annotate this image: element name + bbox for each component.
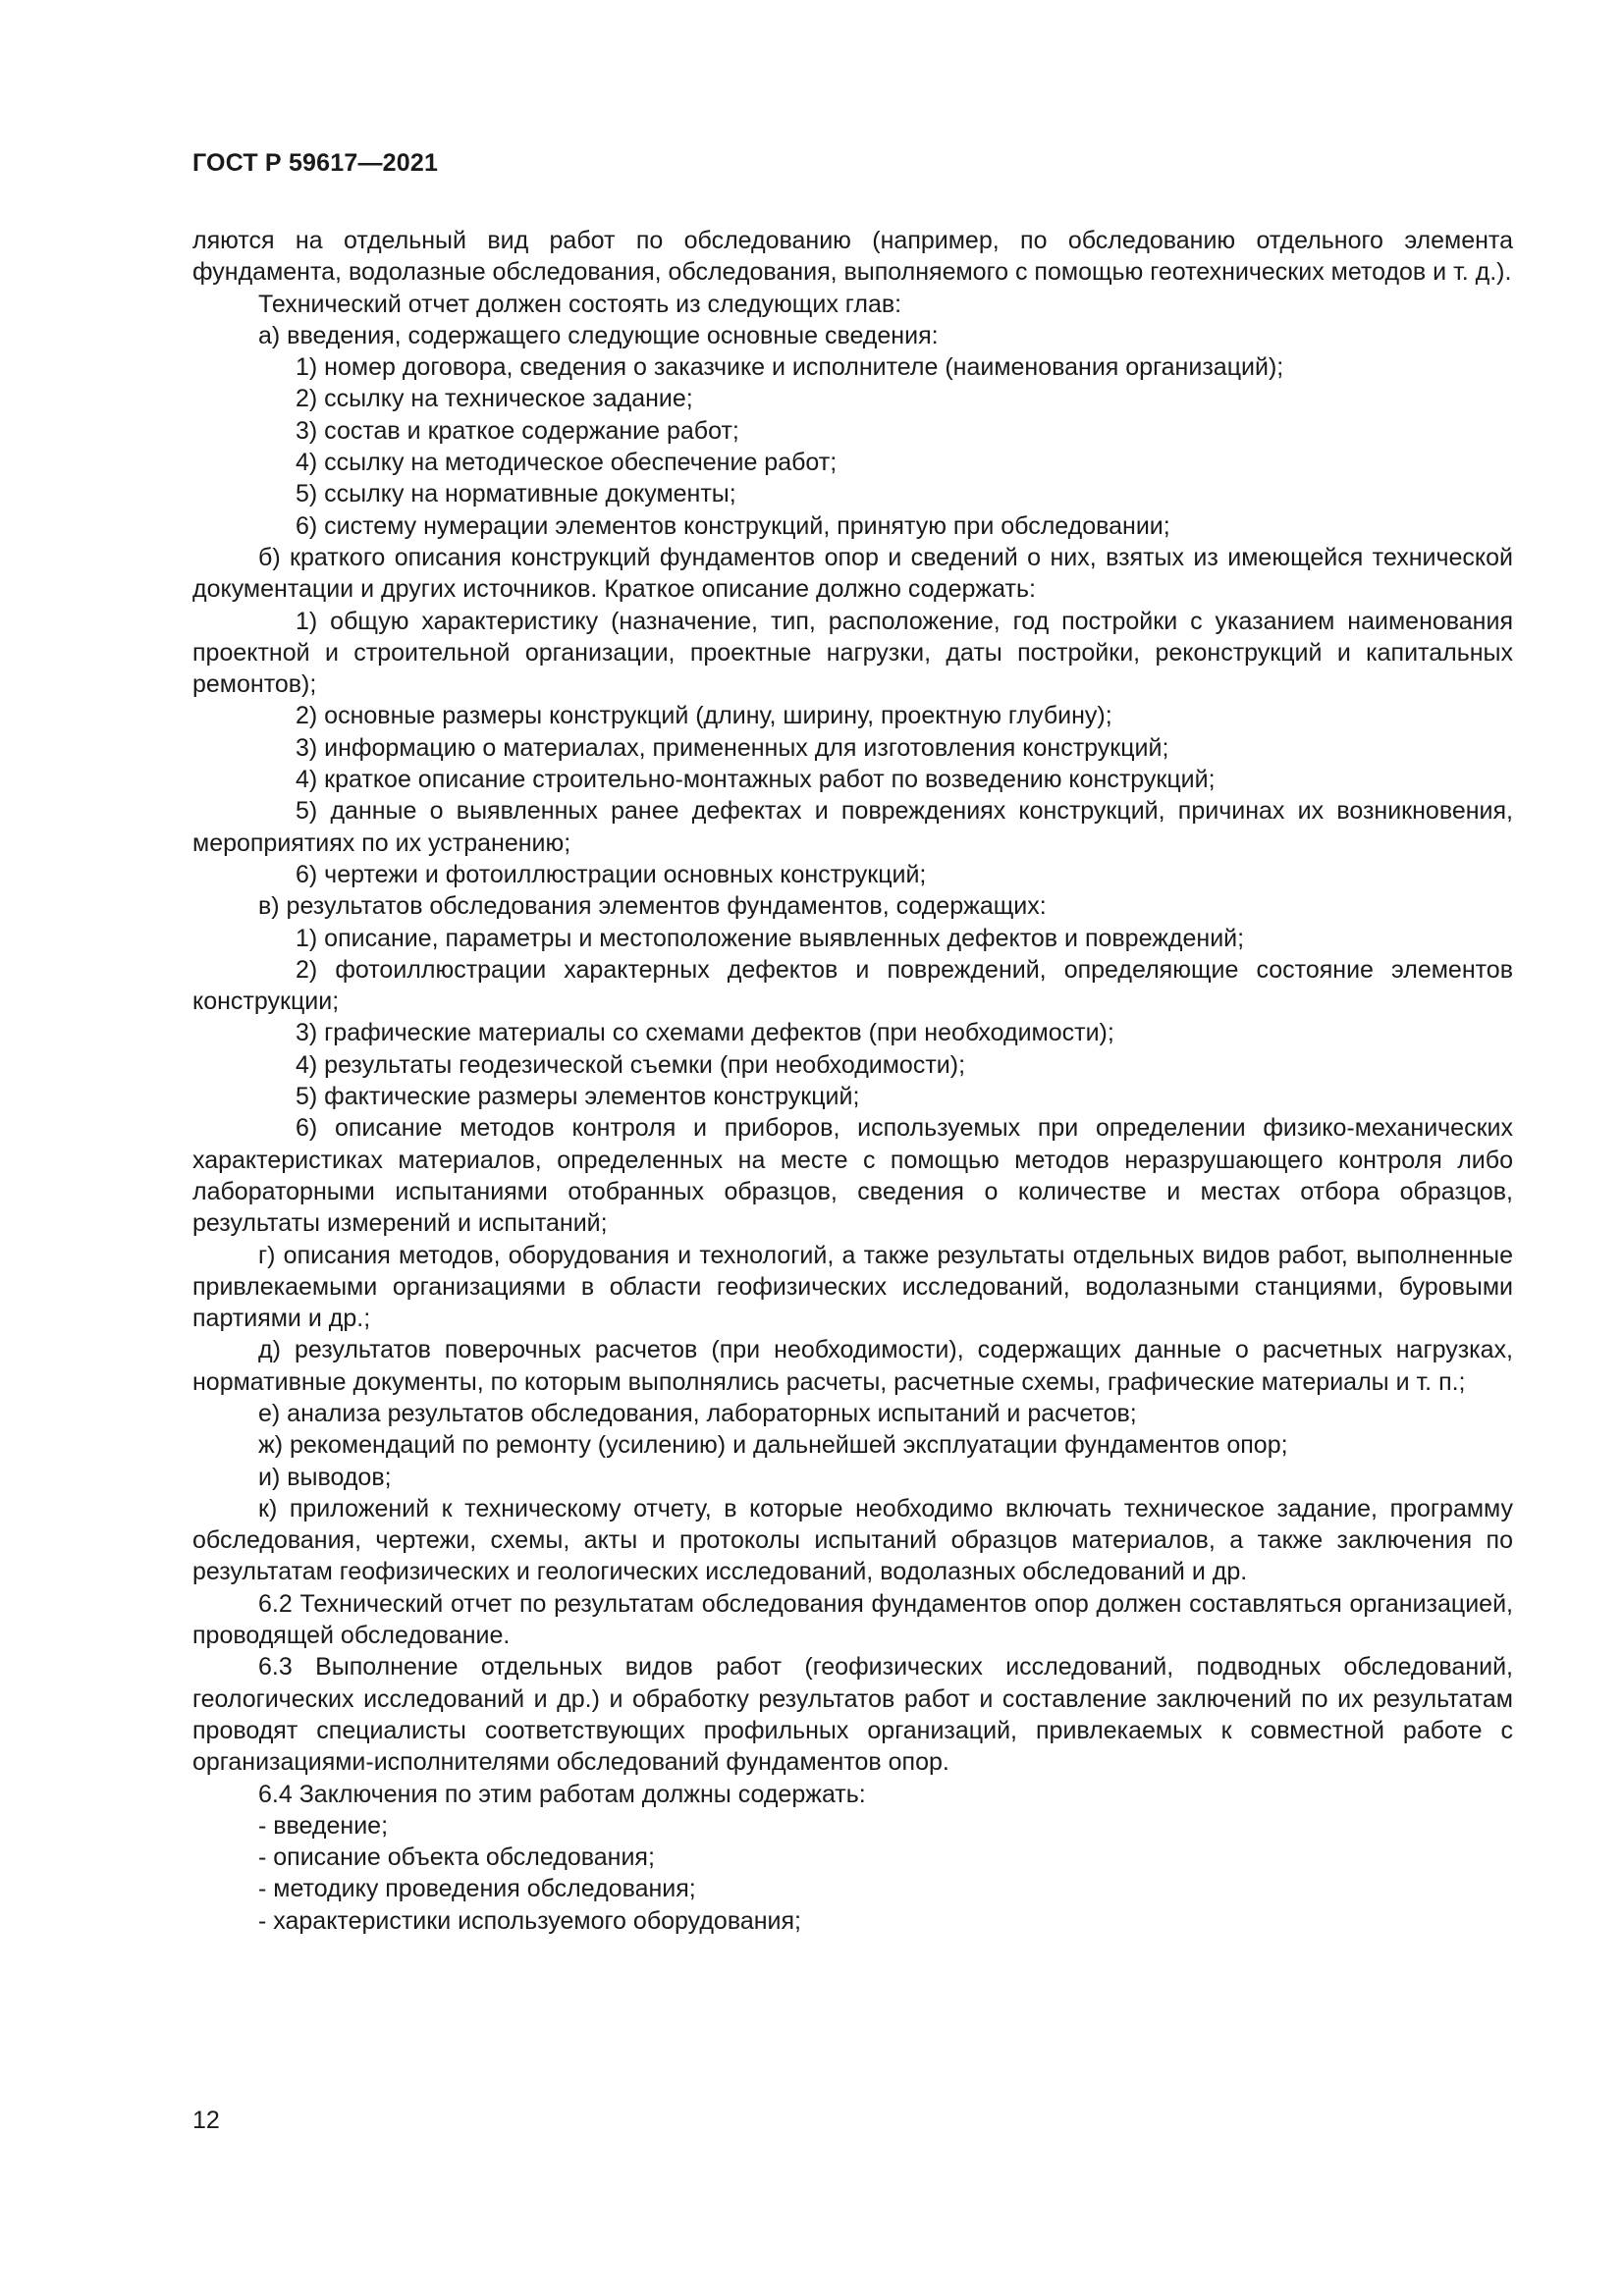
list-item: 3) графические материалы со схемами дефектов (при необходимости);: [296, 1019, 1114, 1047]
list-item: в) результатов обследования элементов фундаментов, содержащих:: [258, 892, 1047, 921]
list-item: а) введения, содержащего следующие основные сведения:: [258, 321, 939, 349]
list-item: 5) фактические размеры элементов конструкций;: [296, 1083, 860, 1111]
list-item: - характеристики используемого оборудования;: [258, 1906, 801, 1935]
list-item: 4) краткое описание строительно-монтажных работ по возведению конструкций;: [296, 766, 1216, 794]
list-item: ж) рекомендаций по ремонту (усилению) и дальнейшей эксплуатации фундаментов опор;: [258, 1431, 1288, 1460]
list-item: 5) ссылку на нормативные документы;: [296, 480, 736, 508]
list-item: 6) систему нумерации элементов конструкций, принятую при обследовании;: [296, 511, 1170, 540]
list-item: - описание объекта обследования;: [258, 1843, 655, 1872]
paragraph: 6.3 Выполнение отдельных видов работ (геофизических исследований, подводных обследований, геологических исследований и др.) и обработку результатов работ и составление заключений по их результатам проводят специалисты соответствующих профильных организаций, привлекаемых к совместной работе с организациями-исполнителями обследований фундаментов опор.: [192, 1653, 1513, 1777]
list-item: 5) данные о выявленных ранее дефектах и повреждениях конструкций, причинах их возникновения, мероприятиях по их устранению;: [192, 797, 1513, 857]
list-item: 3) информацию о материалах, примененных для изготовления конструкций;: [296, 733, 1169, 762]
paragraph: ляются на отдельный вид работ по обследованию (например, по обследованию отдельного элемента фундамента, водолазные обследования, обследования, выполняемого с помощью геотехнических методов и т. д.).: [192, 227, 1513, 287]
list-item: к) приложений к техническому отчету, в которые необходимо включать техническое задание, программу обследования, чертежи, схемы, акты и протоколы испытаний образцов материалов, а также заключения по результатам геофизических и геологических исследований, водолазных обследований и др.: [192, 1494, 1513, 1586]
list-item: 2) фотоиллюстрации характерных дефектов и повреждений, определяющие состояние элементов конструкции;: [192, 955, 1513, 1016]
list-item: 4) ссылку на методическое обеспечение работ;: [296, 449, 838, 477]
document-header: ГОСТ Р 59617—2021: [192, 149, 439, 177]
list-item: 1) общую характеристику (назначение, тип, расположение, год постройки с указанием наименования проектной и строительной организации, проектные нагрузки, даты постройки, реконструкций и капитальных ремонтов);: [192, 607, 1513, 699]
paragraph: 6.4 Заключения по этим работам должны содержать:: [258, 1780, 866, 1808]
page-number: 12: [192, 2107, 220, 2134]
list-item: 3) состав и краткое содержание работ;: [296, 416, 739, 445]
document-body: [192, 225, 1513, 1937]
list-item: б) краткого описания конструкций фундаментов опор и сведений о них, взятых из имеющейся технической документации и других источников. Краткое описание должно содержать:: [192, 543, 1513, 604]
list-item: 6) чертежи и фотоиллюстрации основных конструкций;: [296, 860, 927, 888]
list-item: - введение;: [258, 1811, 389, 1840]
list-item: г) описания методов, оборудования и технологий, а также результаты отдельных видов работ, выполненные привлекаемыми организациями в области геофизических исследований, водолазными станциями, буровыми партиями и др.;: [192, 1241, 1513, 1333]
list-item: 1) описание, параметры и местоположение выявленных дефектов и повреждений;: [296, 924, 1245, 952]
list-item: 4) результаты геодезической съемки (при необходимости);: [296, 1050, 966, 1079]
list-item: - методику проведения обследования;: [258, 1875, 696, 1903]
list-item: 1) номер договора, сведения о заказчике и исполнителе (наименования организаций);: [296, 353, 1284, 382]
list-item: 2) основные размеры конструкций (длину, ширину, проектную глубину);: [296, 702, 1112, 730]
list-item: 6) описание методов контроля и приборов, используемых при определении физико-механических характеристиках материалов, определенных на месте с помощью методов неразрушающего контроля либо лабораторными испытаниями отобранных образцов, сведения о количестве и местах отбора образцов, результаты измерений и испытаний;: [192, 1114, 1513, 1238]
list-item: и) выводов;: [258, 1463, 392, 1491]
list-item: 2) ссылку на техническое задание;: [296, 385, 693, 413]
paragraph: Технический отчет должен состоять из следующих глав:: [258, 290, 902, 318]
paragraph: 6.2 Технический отчет по результатам обследования фундаментов опор должен составляться организацией, проводящей обследование.: [192, 1589, 1513, 1650]
list-item: д) результатов поверочных расчетов (при необходимости), содержащих данные о расчетных нагрузках, нормативные документы, по которым выполнялись расчеты, расчетные схемы, графические материалы и т. п.;: [192, 1336, 1513, 1396]
list-item: е) анализа результатов обследования, лабораторных испытаний и расчетов;: [258, 1399, 1137, 1427]
